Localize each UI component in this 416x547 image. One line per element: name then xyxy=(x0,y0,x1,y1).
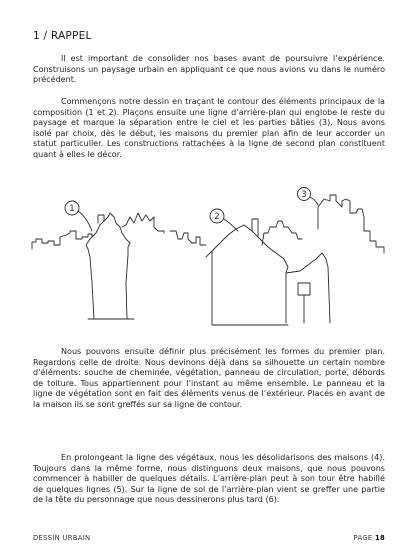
background-skyline-line xyxy=(32,195,384,253)
paragraph-vegetation-text: En prolongeant la ligne des végétaux, nous les désolidarisons des maisons (4). Toujours dans la même forme, nous distinguons deux maisons, que nous pouvons commencer à habiller de quelques détails. L’arrière-plan peut à son tour être habillé de quelques lignes (5). Sur la ligne de sol de l’arrière-plan vient se greffer une partie de la tête du personnage que nous dessinerons plus tard (6). xyxy=(33,453,385,505)
marker-2-label: 2 xyxy=(214,212,220,222)
paragraph-foreground-text: Nous pouvons ensuite définir plus précisément les formes du premier plan. Regardons celle de droite. Nous devinons déjà dans sa silhouette un certain nombre d’éléments: souche de cheminée, végétation, panneau de circulation, porte, débords de toiture. Tous appartiennent pour l’instant au même ensemble. Le panneau et la ligne de végétation sont en fait des éléments venus de l’extérieur. Placés en avant de la maison ils se sont greffés sur sa ligne de contour. xyxy=(33,347,385,409)
marker-1-label: 1 xyxy=(69,204,75,214)
street-sketch-illustration xyxy=(30,187,390,333)
footer-section-title: DESSIN URBAIN xyxy=(33,534,91,542)
paragraph-outline xyxy=(33,97,385,161)
street-sketch-drawing xyxy=(30,187,390,333)
right-house-sign xyxy=(298,283,310,323)
paragraph-outline-text: Commençons notre dessin en traçant le contour des éléments principaux de la composition (1 et 2). Plaçons ensuite une ligne d’arrière-plan qui englobe le reste du paysage et marque la séparation entre le ciel et les parties bâties (3). Nous avons isolé par choix, dès le début, les maisons du premier plan afin de leur accorder un statut particulier. Les constructions rattachées à la ligne de second plan constituent quant à elles le décor. xyxy=(33,97,385,159)
paragraph-intro-text: Il est important de consolider nos bases avant de poursuivre l’expérience. Construisons un paysage urbain en appliquant ce que nous avions vu dans le numéro précédent. xyxy=(33,54,385,85)
paragraph-vegetation xyxy=(33,453,385,506)
marker-1-leader xyxy=(78,211,92,231)
paragraph-intro xyxy=(33,54,385,86)
footer-page-num: 18 xyxy=(374,534,385,542)
paragraph-foreground xyxy=(33,347,385,411)
footer-page-label: PAGE xyxy=(353,534,373,542)
right-house-outline xyxy=(206,225,288,323)
footer-page-number xyxy=(354,534,386,542)
marker-2-leader xyxy=(224,219,238,231)
marker-3-label: 3 xyxy=(301,190,307,200)
section-title: 1 / RAPPEL xyxy=(33,30,92,42)
marker-3-leader xyxy=(310,197,318,205)
right-house-wall xyxy=(212,251,288,325)
left-house-outline xyxy=(86,213,130,319)
right-house-roof-edge xyxy=(286,253,330,323)
